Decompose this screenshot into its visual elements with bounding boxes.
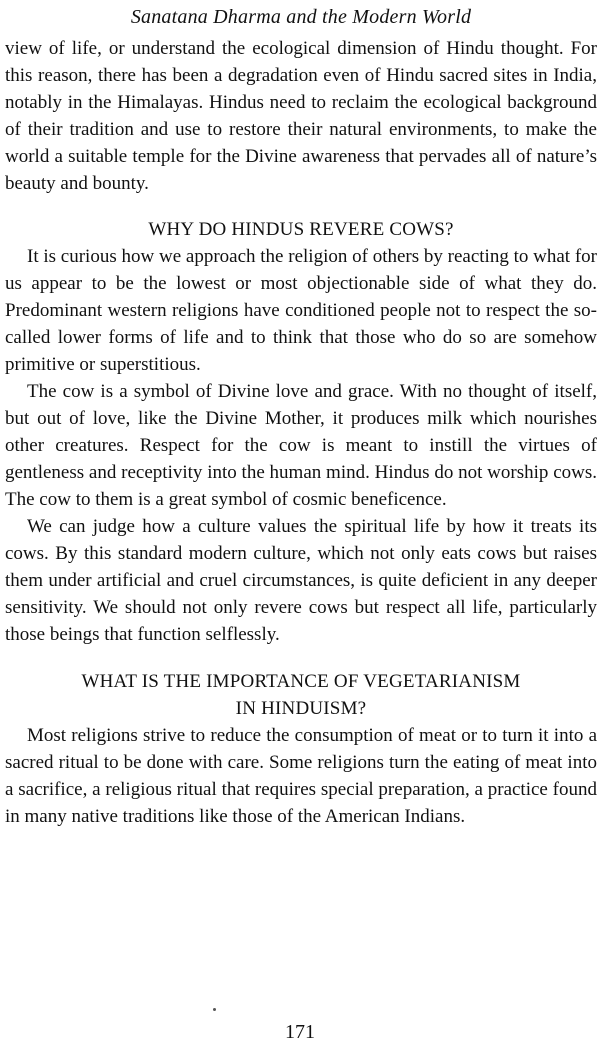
paragraph: We can judge how a culture values the spiritual life by how it treats its cows. By this standard modern culture, which not only eats cows but raises them under artificial and cruel circumstances, is quite deficient in any deeper sensitivity. We should not only revere cows but respect all life, particularly those beings that function selflessly.	[5, 516, 597, 645]
paragraph: The cow is a symbol of Divine love and grace. With no thought of itself, but out of love, like the Divine Mother, it produces milk which nourishes other creatures. Respect for the cow is meant to instill the virtues of gentleness and receptivity into the human mind. Hindus do not worship cows. The cow to them is a great symbol of cosmic beneficence.	[5, 381, 597, 510]
intro-section	[5, 35, 597, 197]
heading-line: WHAT IS THE IMPORTANCE OF VEGETARIANISM	[81, 671, 521, 692]
intro-paragraph: view of life, or understand the ecological dimension of Hindu thought. For this reason, there has been a degradation even of Hindu sacred sites in India, notably in the Himalayas. Hindus need to reclaim the ecological background of their tradition and use to restore their natural environments, to make the world a suitable temple for the Divine awareness that pervades all of nature’s beauty and bounty.	[5, 38, 597, 194]
section-body-cows	[5, 243, 597, 648]
paragraph: It is curious how we approach the religion of others by reacting to what for us appear to be the lowest or most objectionable side of what they do. Predominant western religions have conditioned people not to respect the so-called lower forms of life and to think that those who do so are somehow primitive or superstitious.	[5, 246, 597, 375]
print-speck	[213, 1008, 216, 1011]
page-number: 171	[285, 1021, 315, 1043]
paragraph: Most religions strive to reduce the consumption of meat or to turn it into a sacred ritual to be done with care. Some religions turn the eating of meat into a sacrifice, a religious ritual that requires special preparation, a practice found in many native traditions like those of the American Indians.	[5, 725, 597, 827]
heading-line: IN HINDUISM?	[235, 698, 367, 719]
running-head: Sanatana Dharma and the Modern World	[130, 6, 472, 28]
section-heading-cows: WHY DO HINDUS REVERE COWS?	[148, 219, 454, 240]
section-body-vegetarianism	[5, 722, 597, 830]
section-heading-vegetarianism	[5, 668, 597, 722]
